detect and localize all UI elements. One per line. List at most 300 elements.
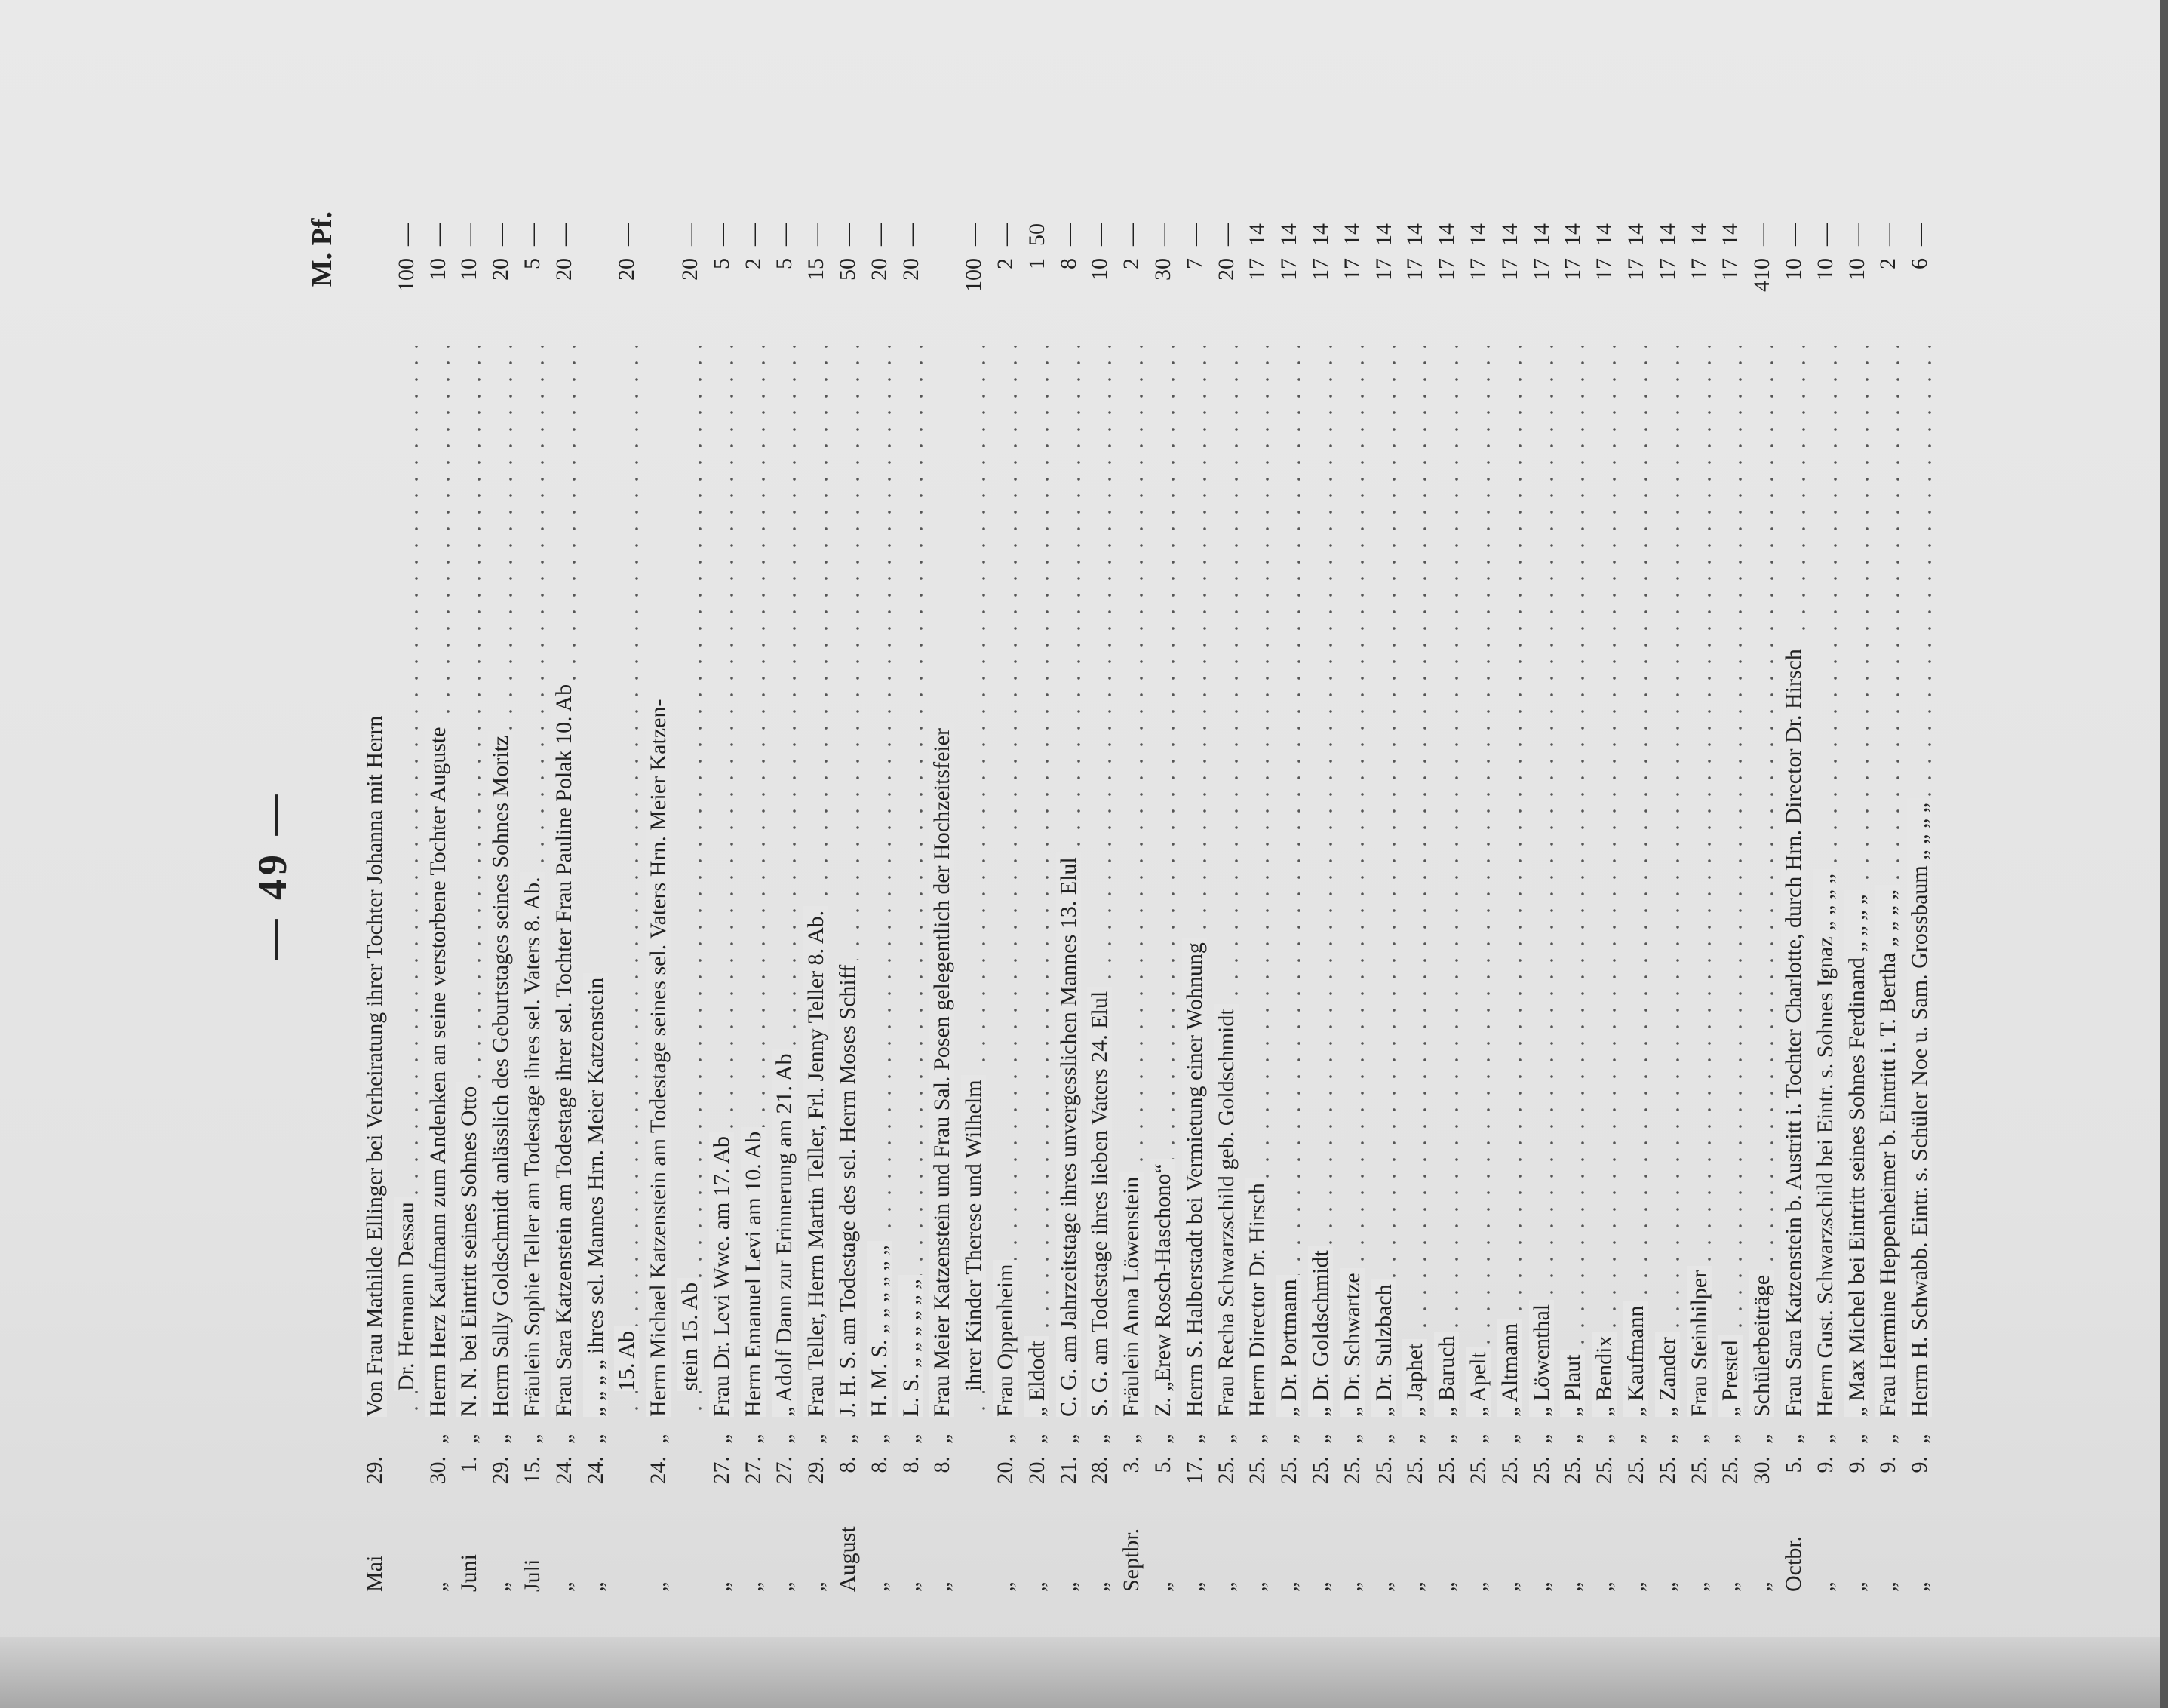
date-day: 21.: [1055, 1456, 1081, 1485]
date-month: Juli: [520, 1559, 545, 1592]
donation-description: [1875, 346, 1901, 1417]
donation-description: [961, 346, 987, 1417]
donation-description-text: „ Max Michel bei Eintritt seines Sohnes Ferdinand „ „ „ „: [1844, 890, 1869, 1417]
donation-description: [1749, 346, 1775, 1417]
date-day: 30.: [425, 1456, 450, 1485]
donation-description: [1087, 346, 1113, 1417]
donation-description: [1623, 346, 1649, 1417]
amount-mark: 1: [1024, 258, 1049, 269]
ledger-row: [1087, 158, 1117, 1592]
date-day: 27.: [772, 1456, 797, 1485]
ditto-mark: „: [1623, 1433, 1648, 1444]
date-month: „: [1623, 1581, 1648, 1592]
donation-description-text: S. G. am Todestage ihres lieben Vaters 24. Elul: [1087, 987, 1112, 1417]
date-day: 5.: [1781, 1456, 1806, 1473]
amount-mark: 17: [1497, 258, 1522, 281]
ditto-mark: „: [1055, 1433, 1081, 1444]
donation-description-text: „ Löwenthal: [1529, 1300, 1554, 1417]
date-month: „: [1466, 1581, 1491, 1592]
donation-description-text: „ Dr. Sulzbach: [1371, 1279, 1396, 1417]
ledger-row: [1497, 158, 1528, 1592]
book-gutter-shadow: [0, 1637, 2168, 1708]
date-month: „: [993, 1581, 1018, 1592]
ditto-mark: „: [1024, 1433, 1049, 1444]
ditto-mark: „: [929, 1433, 955, 1444]
amount-mark: 17: [1623, 258, 1648, 281]
ledger-row: [1655, 158, 1685, 1592]
date-month: Octbr.: [1781, 1535, 1806, 1592]
ditto-mark: „: [1907, 1433, 1933, 1444]
date-month: „: [898, 1581, 923, 1592]
amount-pfennig: —: [803, 223, 829, 246]
donation-description: [1907, 346, 1933, 1417]
amount-pfennig: —: [1119, 223, 1144, 246]
date-day: 28.: [1087, 1456, 1113, 1485]
donation-description-text: „ Plaut: [1560, 1350, 1585, 1418]
ditto-mark: „: [582, 1433, 608, 1444]
donation-description: [1214, 346, 1239, 1417]
amount-mark: 17: [1466, 258, 1491, 281]
ledger-row: [867, 158, 897, 1592]
donation-description: [614, 346, 640, 1417]
date-day: 17.: [1181, 1456, 1207, 1485]
ledger-row: [993, 158, 1023, 1592]
amount-mark: 5: [708, 258, 734, 269]
amount-pfennig: —: [1749, 223, 1775, 246]
amount-mark: 30: [1150, 258, 1175, 281]
donation-description-text: 15. Ab: [614, 1326, 639, 1391]
date-day: 25.: [1308, 1456, 1333, 1485]
donation-description: [488, 346, 514, 1417]
donation-description-text: Frau Steinhilper: [1687, 1266, 1712, 1417]
date-day: 8.: [835, 1456, 860, 1473]
donation-description: [835, 346, 861, 1417]
ledger-row: [1024, 158, 1055, 1592]
donation-description-text: Frau Dr. Levi Wwe. am 17. Ab: [709, 1132, 734, 1417]
donation-description-text: „ Kaufmann: [1623, 1301, 1648, 1417]
rotated-donation-ledger-page: [249, 158, 1969, 1592]
ledger-row: [1875, 158, 1905, 1592]
donation-description: [867, 346, 892, 1417]
amount-pfennig: —: [1875, 223, 1901, 246]
donation-description-text: Frau Hermine Heppenheimer b. Eintritt i. T. Bertha „ „ „ „: [1875, 885, 1900, 1417]
ditto-mark: „: [1466, 1433, 1491, 1444]
amount-pfennig: 14: [1339, 223, 1365, 246]
amount-pfennig: —: [708, 223, 734, 246]
date-day: 5.: [1150, 1456, 1175, 1473]
ledger-row: [1907, 158, 1937, 1592]
donation-description: [1308, 346, 1334, 1417]
date-month: „: [1497, 1581, 1522, 1592]
date-month: „: [1844, 1581, 1869, 1592]
donation-description: [1056, 346, 1082, 1417]
date-month: „: [803, 1581, 829, 1592]
ledger-row: [1813, 158, 1843, 1592]
amount-pfennig: —: [456, 223, 482, 246]
date-month: „: [1150, 1581, 1175, 1592]
donation-description: [1466, 346, 1491, 1417]
ledger-row: [677, 158, 708, 1592]
date-month: „: [1749, 1581, 1775, 1592]
donation-description-text: „ Apelt: [1466, 1347, 1491, 1417]
donation-description: [741, 346, 766, 1417]
amount-mark: 20: [488, 258, 514, 281]
date-month: „: [1055, 1581, 1081, 1592]
ditto-mark: „: [1749, 1433, 1775, 1444]
date-day: 15.: [520, 1456, 545, 1485]
ledger-row: [362, 158, 392, 1592]
donation-description: [1119, 346, 1144, 1417]
amount-pfennig: 14: [1402, 223, 1428, 246]
donation-description-text: J. H. S. am Todestage des sel. Herrn Moses Schiff: [835, 960, 860, 1417]
amount-mark: 10: [1812, 258, 1838, 281]
amount-mark: 17: [1339, 258, 1365, 281]
amount-mark: 100: [393, 258, 419, 292]
amount-mark: 50: [835, 258, 860, 281]
ditto-mark: „: [1592, 1433, 1617, 1444]
ledger-row: [1623, 158, 1654, 1592]
date-month: „: [1654, 1581, 1680, 1592]
date-day: 8.: [866, 1456, 892, 1473]
donation-description: [520, 346, 545, 1417]
date-month: „: [1181, 1581, 1207, 1592]
donation-description-text: Frau Teller, Herrn Martin Teller, Frl. Jenny Teller 8. Ab.: [803, 906, 828, 1417]
date-month: „: [1087, 1581, 1113, 1592]
ditto-mark: „: [1245, 1433, 1270, 1444]
ditto-mark: „: [456, 1433, 482, 1444]
amount-pfennig: 14: [1592, 223, 1617, 246]
ditto-mark: „: [1308, 1433, 1333, 1444]
amount-mark: 20: [866, 258, 892, 281]
amount-pfennig: —: [1055, 223, 1081, 246]
date-month: „: [929, 1581, 955, 1592]
donation-description-text: „ Dr. Portmann: [1276, 1275, 1301, 1417]
ditto-mark: „: [740, 1433, 766, 1444]
ditto-mark: „: [425, 1433, 450, 1444]
ledger-row: [1119, 158, 1149, 1592]
date-month: „: [1560, 1581, 1586, 1592]
amount-pfennig: —: [1844, 223, 1869, 246]
amount-mark: 17: [1560, 258, 1586, 281]
ledger-row: [803, 158, 834, 1592]
date-day: 25.: [1276, 1456, 1302, 1485]
amount-mark: 20: [1213, 258, 1239, 281]
amount-mark: 17: [1308, 258, 1333, 281]
donation-description: [1497, 346, 1523, 1417]
amount-mark: 17: [1402, 258, 1428, 281]
ditto-mark: „: [1781, 1433, 1806, 1444]
date-month: „: [1686, 1581, 1712, 1592]
donation-description: [1687, 346, 1712, 1417]
amount-pfennig: 14: [1654, 223, 1680, 246]
donation-description-text: Herrn Sally Goldschmidt anlässlich des Geburtstages seines Sohnes Moritz: [488, 731, 513, 1417]
donation-description: [993, 346, 1018, 1417]
date-day: 25.: [1654, 1456, 1680, 1485]
amount-mark: 5: [772, 258, 797, 269]
date-month: „: [1434, 1581, 1460, 1592]
donation-description-text: Z. „Erew Rosch-Haschono“: [1150, 1159, 1175, 1417]
ditto-mark: „: [1402, 1433, 1428, 1444]
donation-description: [803, 346, 829, 1417]
date-day: 25.: [1434, 1456, 1460, 1485]
amount-mark: 2: [1875, 258, 1901, 269]
donation-description: [425, 346, 451, 1417]
ditto-mark: „: [993, 1433, 1018, 1444]
amount-pfennig: —: [1181, 223, 1207, 246]
ledger-row: [1276, 158, 1307, 1592]
donation-description: [1529, 346, 1555, 1417]
donation-description-text: H. M. S. „ „ „ „ „ „: [867, 1241, 892, 1417]
ditto-mark: „: [1844, 1433, 1869, 1444]
ledger-row: [1056, 158, 1086, 1592]
date-month: „: [1907, 1581, 1933, 1592]
ditto-mark: „: [1654, 1433, 1680, 1444]
ledger-row: [1245, 158, 1275, 1592]
amount-pfennig: —: [1150, 223, 1175, 246]
donation-description: [709, 346, 735, 1417]
ledger-row: [1150, 158, 1181, 1592]
ditto-mark: „: [1181, 1433, 1207, 1444]
amount-pfennig: 14: [1528, 223, 1554, 246]
donation-description-text: Herrn Emanuel Levi am 10. Ab: [741, 1127, 766, 1417]
ledger-row: [1844, 158, 1875, 1592]
donation-description-text: „ Prestel: [1718, 1335, 1743, 1417]
ledger-row: [520, 158, 550, 1592]
ledger-row: [1718, 158, 1748, 1592]
ledger-row: [898, 158, 929, 1592]
donation-description: [1371, 346, 1397, 1417]
amount-mark: 10: [1781, 258, 1806, 281]
ledger-row: [488, 158, 518, 1592]
page-number: — 49 —: [250, 790, 295, 960]
ledger-row: [394, 158, 424, 1592]
date-month: „: [582, 1581, 608, 1592]
donation-description-text: ihrer Kinder Therese und Wilhelm: [961, 1075, 986, 1391]
date-day: 25.: [1623, 1456, 1648, 1485]
ledger-row: [1182, 158, 1212, 1592]
ditto-mark: „: [1087, 1433, 1113, 1444]
donation-description: [394, 346, 419, 1417]
donation-description: [1182, 346, 1208, 1417]
ledger-row: [835, 158, 865, 1592]
date-month: „: [488, 1581, 514, 1592]
amount-pfennig: —: [488, 223, 514, 246]
amount-mark: 17: [1276, 258, 1302, 281]
ledger-row: [551, 158, 582, 1592]
date-day: 25.: [1718, 1456, 1743, 1485]
ditto-mark: „: [803, 1433, 829, 1444]
ledger-row: [1371, 158, 1402, 1592]
donation-description-text: Frau Sara Katzenstein b. Austritt i. Tochter Charlotte, durch Hrn. Director Dr. Hirsch: [1781, 644, 1806, 1417]
amount-mark: 17: [1718, 258, 1743, 281]
amount-pfennig: —: [425, 223, 450, 246]
ditto-mark: „: [1497, 1433, 1522, 1444]
date-day: 24.: [646, 1456, 671, 1485]
ditto-mark: „: [520, 1433, 545, 1444]
date-day: 24.: [582, 1456, 608, 1485]
amount-mark: 15: [803, 258, 829, 281]
donation-description: [1655, 346, 1681, 1417]
amount-mark: 20: [677, 258, 702, 281]
donation-description-text: „ Bendix: [1592, 1332, 1617, 1417]
donation-description-text: Fräulein Sophie Teller am Todestage ihres sel. Vaters 8. Ab.: [520, 872, 545, 1417]
amount-pfennig: —: [614, 223, 640, 246]
date-day: 25.: [1245, 1456, 1270, 1485]
donation-description: [772, 346, 797, 1417]
ditto-mark: „: [866, 1433, 892, 1444]
donation-description-text: „ Japhet: [1402, 1339, 1427, 1417]
amount-mark: 10: [1087, 258, 1113, 281]
amount-pfennig: —: [993, 223, 1018, 246]
date-month: „: [1812, 1581, 1838, 1592]
amount-mark: 6: [1907, 258, 1933, 269]
date-day: 25.: [1497, 1456, 1522, 1485]
amount-mark: 17: [1686, 258, 1712, 281]
ledger-row: [614, 158, 644, 1592]
ditto-mark: „: [1686, 1433, 1712, 1444]
ledger-row: [709, 158, 739, 1592]
date-day: 25.: [1466, 1456, 1491, 1485]
donation-description-text: „ Eldodt: [1024, 1336, 1049, 1417]
date-day: 20.: [993, 1456, 1018, 1485]
ditto-mark: „: [1718, 1433, 1743, 1444]
donation-description-text: Schülerbeiträge: [1749, 1270, 1774, 1417]
ledger-row: [1308, 158, 1338, 1592]
donation-description: [1402, 346, 1428, 1417]
amount-mark: 10: [425, 258, 450, 281]
donation-description-text: stein 15. Ab: [677, 1278, 702, 1391]
donation-description: [898, 346, 924, 1417]
ledger-row: [1749, 158, 1780, 1592]
ledger-row: [646, 158, 676, 1592]
ditto-mark: „: [1812, 1433, 1838, 1444]
amount-mark: 2: [1119, 258, 1144, 269]
donation-description-text: „ Baruch: [1434, 1332, 1459, 1417]
donation-description: [1718, 346, 1743, 1417]
ditto-mark: „: [551, 1433, 576, 1444]
date-day: 27.: [708, 1456, 734, 1485]
amount-mark: 17: [1434, 258, 1460, 281]
donation-description-text: Frau Oppenheim: [993, 1260, 1018, 1417]
ditto-mark: „: [1371, 1433, 1396, 1444]
date-month: August: [835, 1526, 860, 1592]
amount-mark: 410: [1749, 258, 1775, 292]
ledger-row: [1781, 158, 1811, 1592]
date-month: „: [1339, 1581, 1365, 1592]
ditto-mark: „: [835, 1433, 860, 1444]
amount-mark: 17: [1592, 258, 1617, 281]
amount-pfennig: 14: [1245, 223, 1270, 246]
ledger-row: [929, 158, 960, 1592]
amount-pfennig: 50: [1024, 223, 1049, 246]
amount-mark: 10: [1844, 258, 1869, 281]
amount-pfennig: —: [866, 223, 892, 246]
ledger-row: [772, 158, 802, 1592]
amount-mark: 17: [1654, 258, 1680, 281]
amount-mark: 5: [520, 258, 545, 269]
date-day: 25.: [1528, 1456, 1554, 1485]
amount-pfennig: 14: [1560, 223, 1586, 246]
amount-pfennig: —: [835, 223, 860, 246]
donation-description-text: N. N. bei Eintritt seines Sohnes Otto: [456, 1082, 481, 1417]
date-day: 25.: [1402, 1456, 1428, 1485]
date-month: „: [1718, 1581, 1743, 1592]
amount-pfennig: 14: [1434, 223, 1460, 246]
date-month: „: [1528, 1581, 1554, 1592]
amount-pfennig: 14: [1276, 223, 1302, 246]
amount-mark: 17: [1528, 258, 1554, 281]
ditto-mark: „: [708, 1433, 734, 1444]
donation-description: [1434, 346, 1460, 1417]
ledger-row: [1434, 158, 1464, 1592]
donation-description: [1560, 346, 1586, 1417]
amount-pfennig: —: [1907, 223, 1933, 246]
donation-description: [1024, 346, 1050, 1417]
ditto-mark: „: [1119, 1433, 1144, 1444]
ledger-row: [1214, 158, 1244, 1592]
amount-pfennig: 14: [1718, 223, 1743, 246]
ledger-row: [741, 158, 771, 1592]
donation-description-text: Herrn Michael Katzenstein am Todestage seines sel. Vaters Hrn. Meier Katzen-: [646, 695, 671, 1417]
date-month: Juni: [456, 1553, 482, 1592]
donation-description: [1813, 346, 1838, 1417]
donation-description: [1150, 346, 1176, 1417]
date-day: 25.: [1371, 1456, 1396, 1485]
amount-pfennig: —: [551, 223, 576, 246]
ditto-mark: „: [488, 1433, 514, 1444]
date-month: „: [708, 1581, 734, 1592]
donation-description-text: Herrn S. Halberstadt bei Vermietung einer Wohnung: [1182, 938, 1207, 1417]
date-month: „: [866, 1581, 892, 1592]
date-day: 8.: [929, 1456, 955, 1473]
amount-mark: 10: [456, 258, 482, 281]
amount-mark: 20: [551, 258, 576, 281]
amount-mark: 2: [740, 258, 766, 269]
ditto-mark: „: [772, 1433, 797, 1444]
donation-description-text: Herrn Gust. Schwarzschild bei Eintr. s. Sohnes Ignaz „ „ „ „: [1813, 869, 1838, 1417]
date-month: Mai: [362, 1555, 387, 1592]
donation-description: [1844, 346, 1870, 1417]
amount-mark: 8: [1055, 258, 1081, 269]
donation-description: [1781, 346, 1807, 1417]
donation-description: [677, 346, 703, 1417]
donation-description-text: „ Dr. Goldschmidt: [1308, 1246, 1333, 1417]
donation-description: [362, 346, 388, 1417]
donation-description: [929, 346, 955, 1417]
donation-description: [551, 346, 577, 1417]
donation-description-text: „ Adolf Dann zur Erinnerung am 21. Ab: [772, 1049, 797, 1417]
amount-mark: 20: [898, 258, 923, 281]
amount-pfennig: —: [961, 223, 987, 246]
amount-pfennig: 14: [1497, 223, 1522, 246]
date-day: 25.: [1560, 1456, 1586, 1485]
date-month: „: [425, 1581, 450, 1592]
donation-description-text: „ „ „ „ ihres sel. Mannes Hrn. Meier Katzenstein: [583, 973, 608, 1417]
donation-description: [1592, 346, 1617, 1417]
amount-pfennig: —: [1812, 223, 1838, 246]
donation-description-text: Herrn Herz Kaufmann zum Andenken an seine verstorbene Tochter Auguste: [425, 722, 450, 1417]
date-month: „: [740, 1581, 766, 1592]
donation-description-text: Von Frau Mathilde Ellinger bei Verheiratung ihrer Tochter Johanna mit Herrn: [362, 711, 387, 1417]
donation-description-text: Frau Recha Schwarzschild geb. Goldschmidt: [1214, 1004, 1239, 1417]
date-month: „: [551, 1581, 576, 1592]
amount-mark: 20: [614, 258, 640, 281]
ditto-mark: „: [646, 1433, 671, 1444]
donation-description-text: Frau Meier Katzenstein und Frau Sal. Posen gelegentlich der Hochzeitsfeier: [929, 723, 954, 1417]
date-day: 27.: [740, 1456, 766, 1485]
amount-pfennig: —: [772, 223, 797, 246]
ditto-mark: „: [898, 1433, 923, 1444]
